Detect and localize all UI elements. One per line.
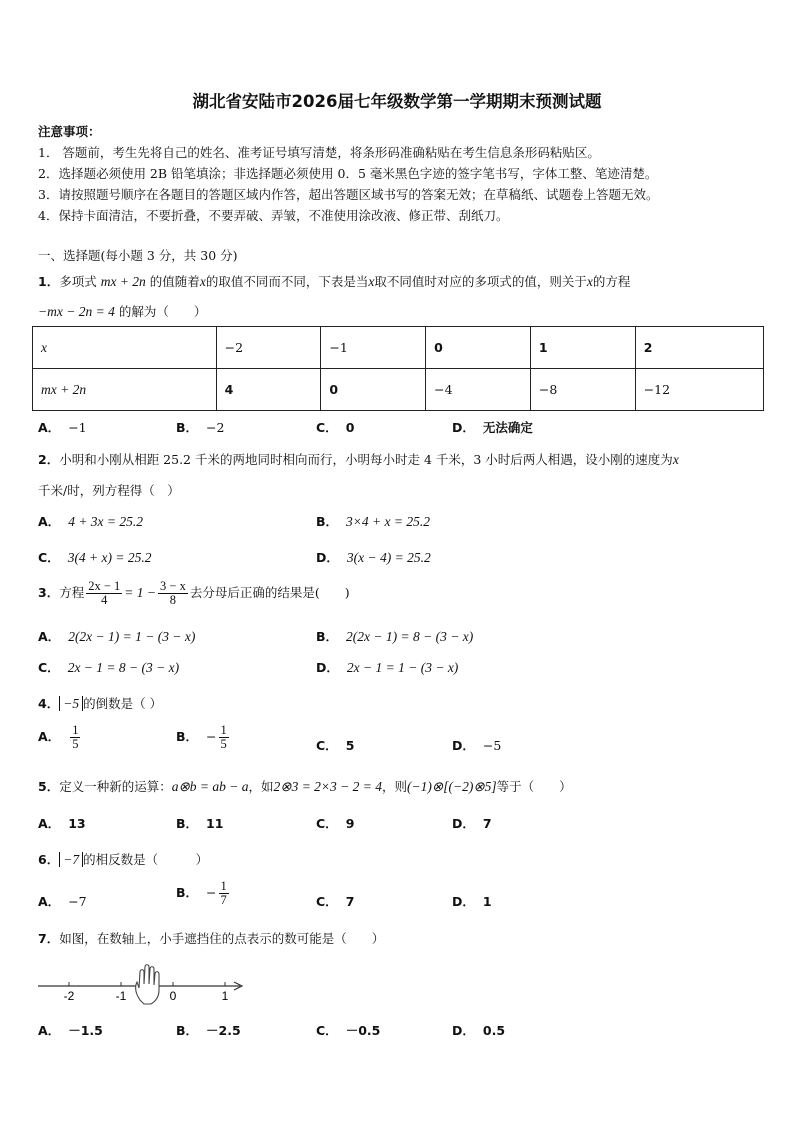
option-text: 11 <box>206 816 224 831</box>
fraction-numerator: 2x − 1 <box>88 579 121 593</box>
q1-equation: −mx − 2n = 4 <box>38 304 115 319</box>
fraction-denominator: 5 <box>72 737 79 752</box>
q5-text: 等于（ ） <box>496 779 572 794</box>
table-cell: −1 <box>321 327 426 369</box>
fraction-numerator: 1 <box>72 723 79 737</box>
q3-option-b[interactable] <box>316 627 473 645</box>
q1-var: x <box>368 274 375 289</box>
q1-number: 1． <box>38 274 60 289</box>
q3-equals: = 1 − <box>124 585 157 601</box>
q5-example: 2⊗3 = 2×3 − 2 = 4 <box>273 779 383 794</box>
option-label: C． <box>316 420 338 435</box>
q6-text: 的相反数是（ ） <box>83 852 209 867</box>
q6-option-a[interactable] <box>38 892 87 910</box>
option-label: B． <box>176 420 199 435</box>
option-text: 13 <box>68 816 86 831</box>
q1-polynomial: mx + 2n <box>100 274 146 289</box>
option-text: 7 <box>482 816 492 831</box>
option-text: 9 <box>345 816 355 831</box>
fraction-denominator: 4 <box>101 593 108 608</box>
q1-var: x <box>586 274 593 289</box>
option-text: 无法确定 <box>482 420 533 435</box>
q2-number: 2． <box>38 452 60 467</box>
q1-text: 的取值不同而不同，下表是当 <box>205 274 369 289</box>
option-label: D． <box>316 550 339 565</box>
q2-var: x <box>672 452 679 467</box>
question-1 <box>38 272 630 290</box>
q2-option-a[interactable] <box>38 512 143 530</box>
q7-number: 7． <box>38 931 60 946</box>
q6-option-d[interactable] <box>452 892 492 910</box>
q2-option-d[interactable] <box>316 548 431 566</box>
section-heading: 一、选择题(每小题 3 分，共 30 分) <box>38 248 238 263</box>
option-text: 4 + 3x = 25.2 <box>68 514 144 529</box>
q3-text: 方程 <box>59 585 85 601</box>
option-label: C． <box>316 738 338 753</box>
q5-option-c[interactable] <box>316 814 354 832</box>
option-sign: − <box>206 885 217 901</box>
q5-expression: (−1)⊗[(−2)⊗5] <box>407 779 497 794</box>
q3-fraction-right <box>158 580 188 607</box>
table-cell: 0 <box>321 369 426 411</box>
q5-text: ，如 <box>248 779 274 794</box>
table-row <box>33 327 764 369</box>
option-text: 3(x − 4) = 25.2 <box>346 550 431 565</box>
q1-option-c[interactable] <box>316 418 354 436</box>
q1-text: 取不同值时对应的多项式的值，则关于 <box>374 274 587 289</box>
question-2 <box>38 450 679 468</box>
q5-text: 定义一种新的运算： <box>59 779 172 794</box>
q4-option-a[interactable] <box>38 724 82 751</box>
table-cell: mx + 2n <box>33 369 217 411</box>
option-label: D． <box>452 738 475 753</box>
q5-number: 5． <box>38 779 60 794</box>
table-row <box>33 369 764 411</box>
option-label: B． <box>176 885 199 901</box>
q5-option-d[interactable] <box>452 814 492 832</box>
table-cell: 4 <box>216 369 321 411</box>
option-fraction <box>219 724 229 751</box>
fraction-denominator: 7 <box>220 893 227 908</box>
fraction-denominator: 8 <box>169 593 177 608</box>
q7-option-b[interactable] <box>176 1021 241 1039</box>
q4-option-b[interactable] <box>176 724 231 751</box>
fraction-numerator: 3 − x <box>160 579 186 593</box>
option-text: 0 <box>345 420 355 435</box>
q1-option-d[interactable] <box>452 418 533 436</box>
option-label: B． <box>316 514 339 529</box>
q4-option-c[interactable] <box>316 736 354 754</box>
question-6 <box>38 850 208 868</box>
q1-option-a[interactable] <box>38 418 87 436</box>
question-3 <box>38 580 350 607</box>
option-label: B． <box>316 629 339 644</box>
option-text: 7 <box>345 894 355 909</box>
q3-fraction-left <box>86 580 122 607</box>
question-2-line2: 千米/时，列方程得（ ） <box>38 483 180 498</box>
option-text: 3×4 + x = 25.2 <box>346 514 430 529</box>
fraction-denominator: 5 <box>220 737 227 752</box>
q7-text: 如图，在数轴上，小手遮挡住的点表示的数可能是（ ） <box>59 931 385 946</box>
q3-text: 去分母后正确的结果是( ) <box>189 585 350 601</box>
option-label: A． <box>38 629 61 644</box>
exam-title: 湖北省安陆市2026届七年级数学第一学期期末预测试题 <box>192 92 602 111</box>
question-4 <box>38 694 162 712</box>
table-cell: 1 <box>530 327 635 369</box>
q2-text: 小明和小刚从相距 25.2 千米的两地同时相向而行，小明每小时走 4 千米，3 小时后两人相遇，设小刚的速度为 <box>59 452 673 467</box>
q1-value-table <box>32 326 764 411</box>
option-label: C． <box>316 816 338 831</box>
q1-option-b[interactable] <box>176 418 224 436</box>
option-label: A． <box>38 894 61 909</box>
q6-option-b[interactable] <box>176 880 231 907</box>
hand-icon <box>136 965 159 1004</box>
q5-option-a[interactable] <box>38 814 86 832</box>
option-text: 5 <box>345 738 355 753</box>
option-label: A． <box>38 1023 61 1038</box>
q1-var: x <box>199 274 206 289</box>
table-cell: −2 <box>216 327 321 369</box>
q7-option-d[interactable] <box>452 1021 505 1039</box>
q6-absolute-value: −7 <box>59 852 83 867</box>
note-item-2: 2．选择题必须使用 2B 铅笔填涂；非选择题必须使用 0．5 毫米黑色字迹的签字笔书写，字体工整、笔迹清楚。 <box>38 166 658 181</box>
q5-definition: a⊗b = ab − a <box>171 779 249 794</box>
option-label: D． <box>316 660 339 675</box>
question-7 <box>38 929 384 947</box>
axis-label: -2 <box>63 989 75 1003</box>
q5-text: ，则 <box>382 779 408 794</box>
option-text: －2.5 <box>206 1023 241 1038</box>
option-label: D． <box>452 420 475 435</box>
note-item-1: 1． 答题前，考生先将自己的姓名、准考证号填写清楚，将条形码准确粘贴在考生信息条形码粘贴区。 <box>38 145 600 160</box>
option-fraction <box>70 724 80 751</box>
q3-option-a[interactable] <box>38 627 195 645</box>
q1-text: 的方程 <box>592 274 631 289</box>
q1-text: 多项式 <box>59 274 97 289</box>
table-cell: −4 <box>426 369 531 411</box>
note-item-3: 3．请按照题号顺序在各题目的答题区域内作答，超出答题区域书写的答案无效；在草稿纸、试题卷上答题无效。 <box>38 187 659 202</box>
option-label: D． <box>452 1023 475 1038</box>
option-text: −2 <box>206 420 225 435</box>
q1-text: 的解为（ ） <box>118 304 207 319</box>
option-text: 3(4 + x) = 25.2 <box>67 550 152 565</box>
option-text: 0.5 <box>482 1023 506 1038</box>
q6-option-c[interactable] <box>316 892 354 910</box>
axis-label: 1 <box>221 989 229 1003</box>
option-text: 2x − 1 = 1 − (3 − x) <box>346 660 459 675</box>
q2-option-c[interactable] <box>38 548 152 566</box>
q3-option-d[interactable] <box>316 658 458 676</box>
option-text: 1 <box>482 894 492 909</box>
number-line-figure <box>36 960 256 1010</box>
fraction-numerator: 1 <box>220 879 227 893</box>
q3-number: 3． <box>38 585 60 601</box>
q4-number: 4． <box>38 696 60 711</box>
table-cell: x <box>33 327 217 369</box>
question-1-line2 <box>38 302 206 320</box>
option-text: －1.5 <box>68 1023 103 1038</box>
option-fraction <box>219 880 229 907</box>
q1-text: 的值随着 <box>149 274 200 289</box>
note-item-4: 4．保持卡面清洁，不要折叠，不要弄破、弄皱，不准使用涂改液、修正带、刮纸刀。 <box>38 208 509 223</box>
option-text: −1 <box>68 420 87 435</box>
q2-option-b[interactable] <box>316 512 430 530</box>
option-label: C． <box>38 660 60 675</box>
q4-text: 的倒数是（ ） <box>83 696 163 711</box>
option-sign: − <box>206 729 217 745</box>
option-label: A． <box>38 514 61 529</box>
table-cell: 0 <box>426 327 531 369</box>
axis-label: 0 <box>169 989 177 1003</box>
q6-number: 6． <box>38 852 60 867</box>
q3-option-c[interactable] <box>38 658 179 676</box>
q4-absolute-value: −5 <box>59 696 83 711</box>
option-text: －0.5 <box>345 1023 381 1038</box>
q7-option-a[interactable] <box>38 1021 103 1039</box>
option-label: B． <box>176 1023 199 1038</box>
option-label: C． <box>38 550 60 565</box>
option-label: C． <box>316 1023 338 1038</box>
q7-option-c[interactable] <box>316 1021 380 1039</box>
option-text: −7 <box>68 894 87 909</box>
q5-option-b[interactable] <box>176 814 223 832</box>
option-label: D． <box>452 816 475 831</box>
option-label: B． <box>176 729 199 745</box>
table-cell: −12 <box>635 369 763 411</box>
option-text: −5 <box>482 738 502 753</box>
option-label: C． <box>316 894 338 909</box>
table-cell: −8 <box>530 369 635 411</box>
option-text: 2(2x − 1) = 1 − (3 − x) <box>68 629 196 644</box>
option-text: 2x − 1 = 8 − (3 − x) <box>67 660 180 675</box>
option-label: B． <box>176 816 199 831</box>
option-label: A． <box>38 729 61 745</box>
option-text: 2(2x − 1) = 8 − (3 − x) <box>346 629 474 644</box>
q4-option-d[interactable] <box>452 736 501 754</box>
option-label: D． <box>452 894 475 909</box>
notes-heading: 注意事项： <box>38 124 101 139</box>
axis-label: -1 <box>115 989 127 1003</box>
question-5 <box>38 777 572 795</box>
option-label: A． <box>38 816 61 831</box>
option-label: A． <box>38 420 61 435</box>
table-cell: 2 <box>635 327 763 369</box>
fraction-numerator: 1 <box>220 723 227 737</box>
